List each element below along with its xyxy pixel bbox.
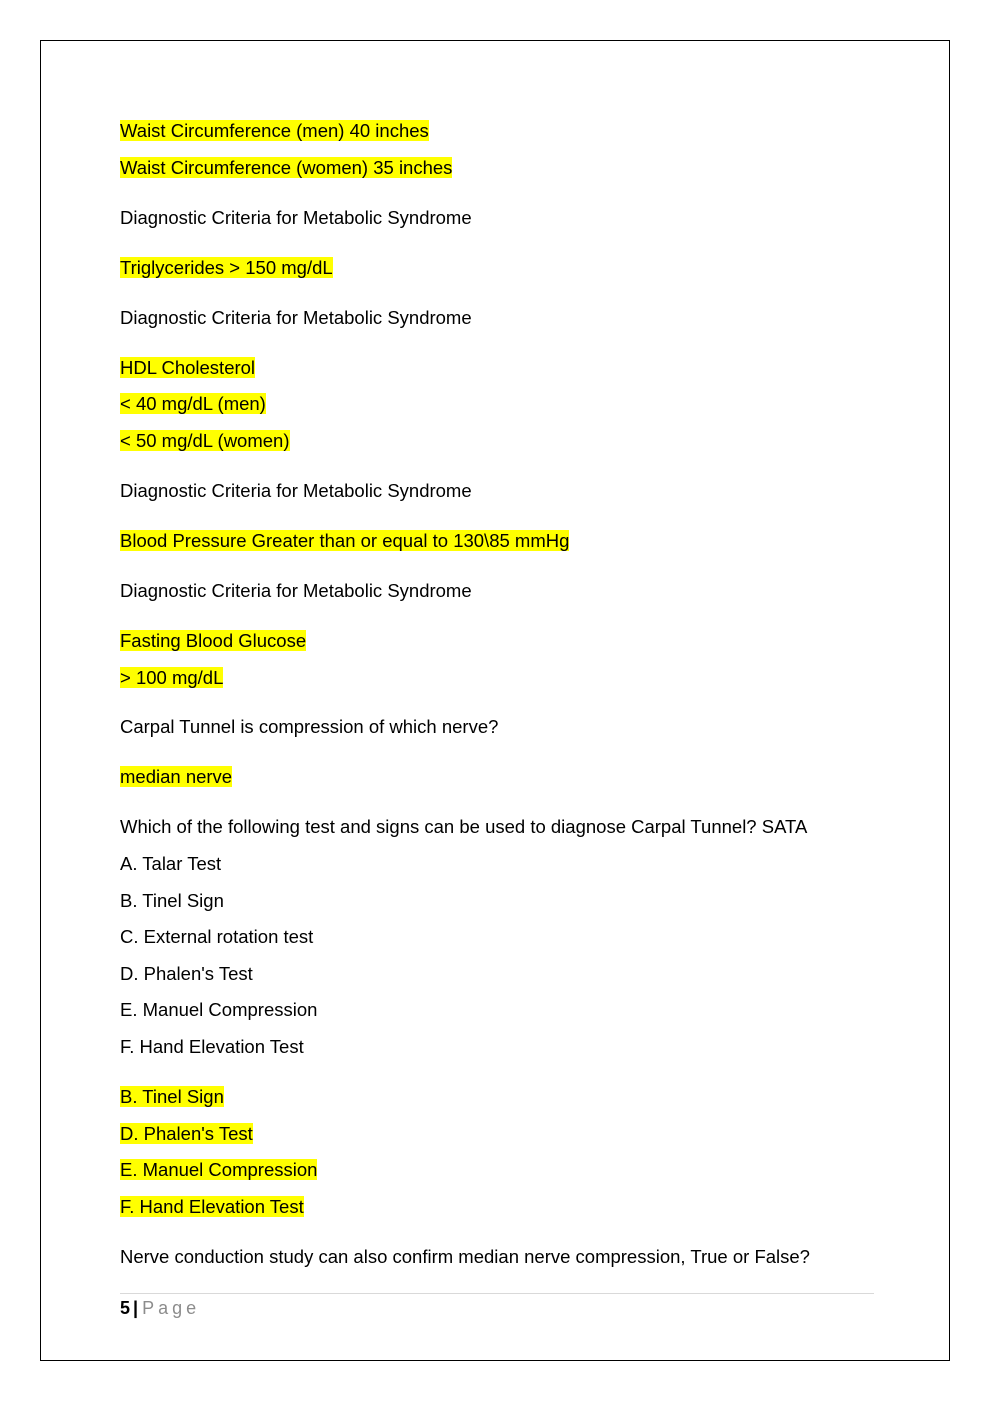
line-text: B. Tinel Sign — [120, 890, 224, 911]
text-line — [120, 1085, 224, 1109]
line-text: F. Hand Elevation Test — [120, 1196, 304, 1217]
text-line — [120, 479, 472, 503]
text-line — [120, 256, 333, 280]
text-line — [120, 629, 306, 653]
page-separator: | — [133, 1298, 139, 1318]
text-line — [120, 815, 807, 839]
line-text: > 100 mg/dL — [120, 667, 224, 688]
line-text: D. Phalen's Test — [120, 963, 253, 984]
line-text: D. Phalen's Test — [120, 1123, 253, 1144]
text-line — [120, 206, 472, 230]
line-text: Blood Pressure Greater than or equal to 130\85 mmHg — [120, 530, 570, 551]
text-line — [120, 962, 253, 986]
line-text: < 50 mg/dL (women) — [120, 430, 290, 451]
line-text: HDL Cholesterol — [120, 357, 256, 378]
line-text: A. Talar Test — [120, 853, 222, 874]
text-line — [120, 119, 429, 143]
text-line — [120, 156, 452, 180]
text-line — [120, 889, 224, 913]
line-text: < 40 mg/dL (men) — [120, 393, 266, 414]
line-text: Which of the following test and signs can be used to diagnose Carpal Tunnel? SATA — [120, 816, 808, 837]
line-text: Diagnostic Criteria for Metabolic Syndrome — [120, 307, 472, 328]
text-line — [120, 392, 266, 416]
text-line — [120, 765, 232, 789]
line-text: Waist Circumference (men) 40 inches — [120, 120, 429, 141]
line-text: Waist Circumference (women) 35 inches — [120, 157, 453, 178]
line-text: Diagnostic Criteria for Metabolic Syndrome — [120, 580, 472, 601]
line-text: Triglycerides > 150 mg/dL — [120, 257, 333, 278]
text-line — [120, 1035, 304, 1059]
text-line — [120, 998, 317, 1022]
line-text: Nerve conduction study can also confirm median nerve compression, True or False? — [120, 1246, 810, 1267]
line-text: E. Manuel Compression — [120, 999, 318, 1020]
text-line — [120, 715, 498, 739]
line-text: C. External rotation test — [120, 926, 314, 947]
text-line — [120, 356, 255, 380]
line-text: F. Hand Elevation Test — [120, 1036, 304, 1057]
line-text: E. Manuel Compression — [120, 1159, 318, 1180]
footer-divider — [120, 1293, 874, 1294]
line-text: Diagnostic Criteria for Metabolic Syndrome — [120, 207, 472, 228]
line-text: median nerve — [120, 766, 233, 787]
page-number: 5 — [120, 1298, 131, 1318]
text-line — [120, 1122, 253, 1146]
line-text: Carpal Tunnel is compression of which nerve? — [120, 716, 499, 737]
text-line — [120, 925, 313, 949]
text-line — [120, 666, 223, 690]
text-line — [120, 306, 472, 330]
text-line — [120, 1195, 304, 1219]
line-text: Fasting Blood Glucose — [120, 630, 307, 651]
page-label: Page — [142, 1298, 201, 1318]
line-text: Diagnostic Criteria for Metabolic Syndrome — [120, 480, 472, 501]
text-line — [120, 852, 221, 876]
text-line — [120, 579, 472, 603]
line-text: B. Tinel Sign — [120, 1086, 224, 1107]
page-footer — [120, 1296, 200, 1320]
text-line — [120, 429, 290, 453]
text-line — [120, 1158, 317, 1182]
text-line — [120, 1245, 810, 1269]
text-line — [120, 529, 569, 553]
